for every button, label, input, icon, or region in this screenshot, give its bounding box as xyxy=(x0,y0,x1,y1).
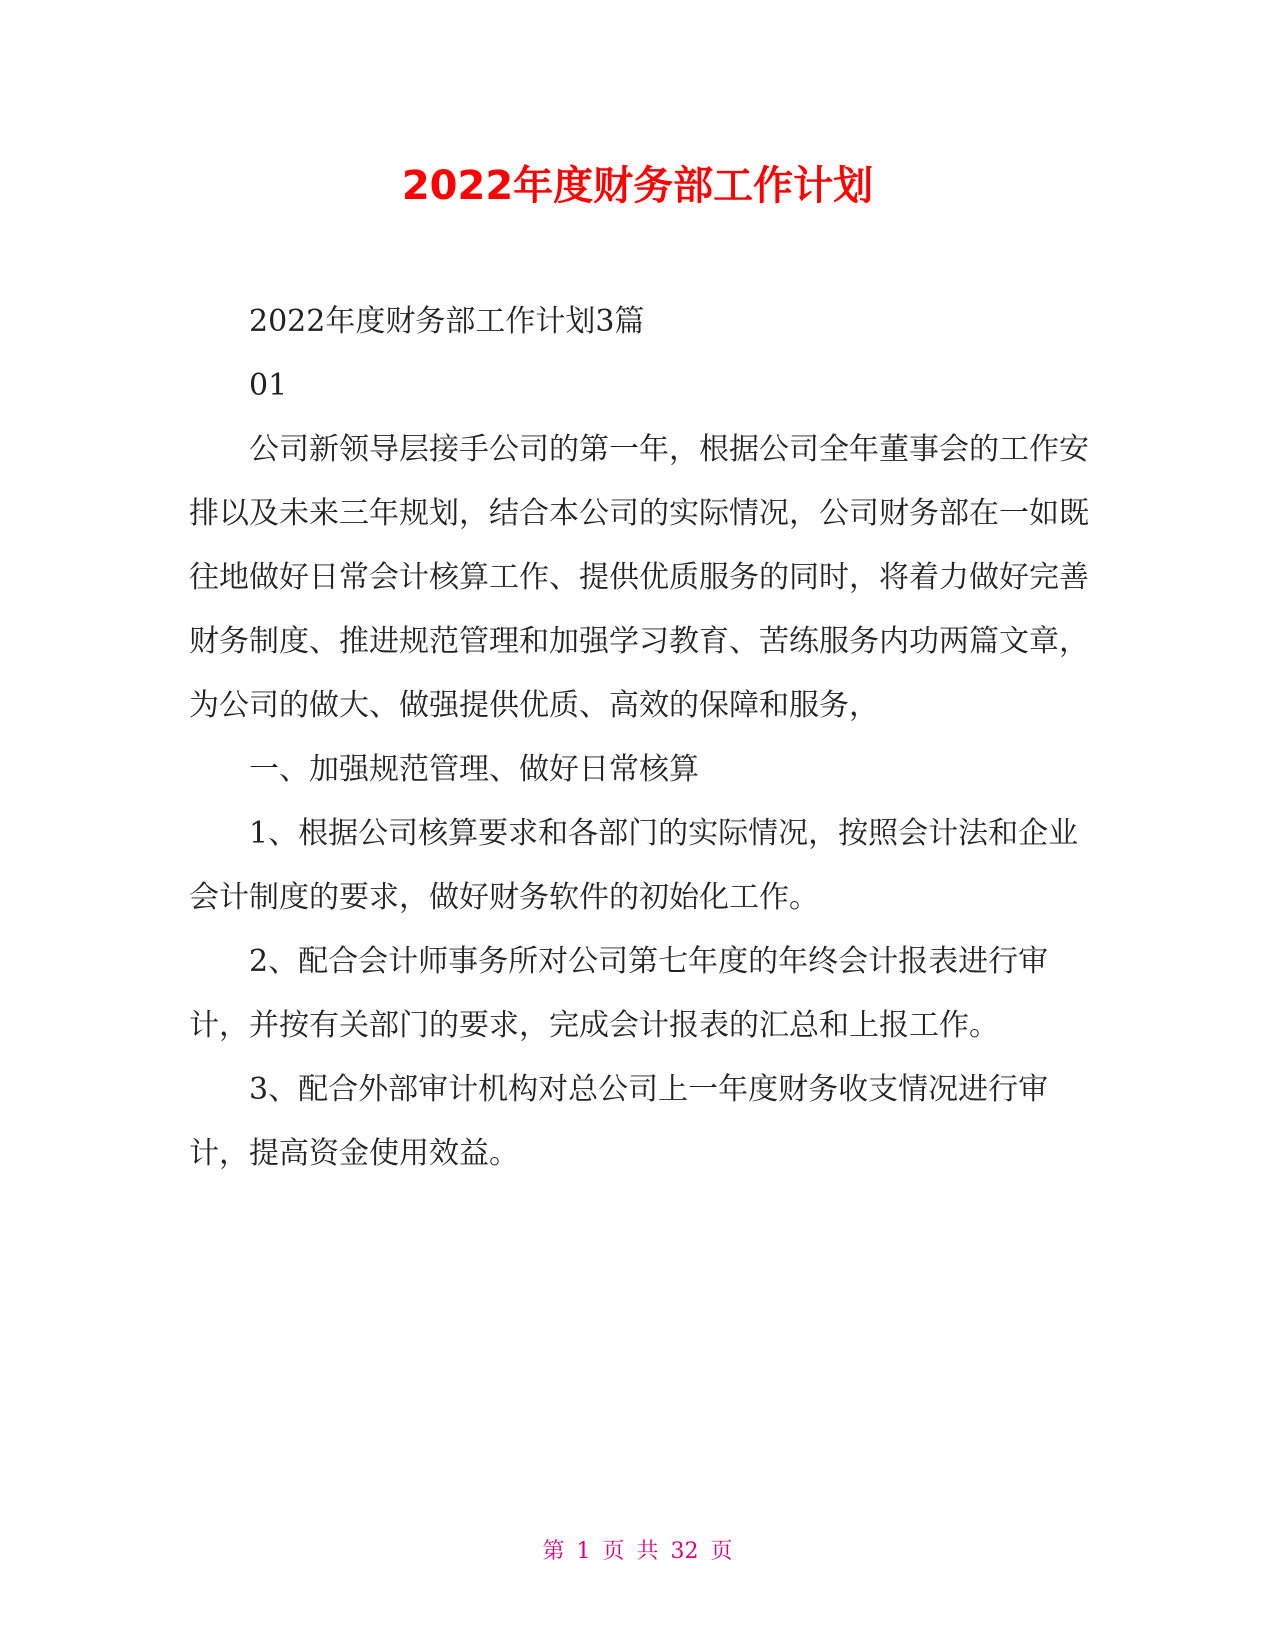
footer-total-label: 共 xyxy=(636,1539,659,1564)
section-heading: 一、加强规范管理、做好日常核算 xyxy=(249,752,699,787)
document-body xyxy=(189,290,1089,1186)
current-page-number: 1 xyxy=(576,1539,591,1564)
page-footer xyxy=(0,1537,1275,1567)
list-item-1: 1、根据公司核算要求和各部门的实际情况，按照会计法和企业会计制度的要求，做好财务软件的初始化工作。 xyxy=(189,816,1079,915)
footer-suffix: 页 xyxy=(710,1539,733,1564)
total-pages-number: 32 xyxy=(670,1539,699,1564)
list-item-2: 2、配合会计师事务所对公司第七年度的年终会计报表进行审计，并按有关部门的要求，完成会计报表的汇总和上报工作。 xyxy=(189,944,1049,1043)
intro-paragraph: 公司新领导层接手公司的第一年，根据公司全年董事会的工作安排以及未来三年规划，结合本公司的实际情况，公司财务部在一如既往地做好日常会计核算工作、提供优质服务的同时，将着力做好完善财务制度、推进规范管理和加强学习教育、苦练服务内功两篇文章，为公司的做大、做强提供优质、高效的保障和服务， xyxy=(189,432,1089,723)
list-item-3: 3、配合外部审计机构对总公司上一年度财务收支情况进行审计，提高资金使用效益。 xyxy=(189,1072,1049,1171)
section-number: 01 xyxy=(249,368,288,403)
subtitle-paragraph: 2022年度财务部工作计划3篇 xyxy=(249,304,645,339)
footer-page-label: 页 xyxy=(602,1539,625,1564)
footer-prefix: 第 xyxy=(542,1539,565,1564)
document-title: 2022年度财务部工作计划 xyxy=(401,163,874,209)
